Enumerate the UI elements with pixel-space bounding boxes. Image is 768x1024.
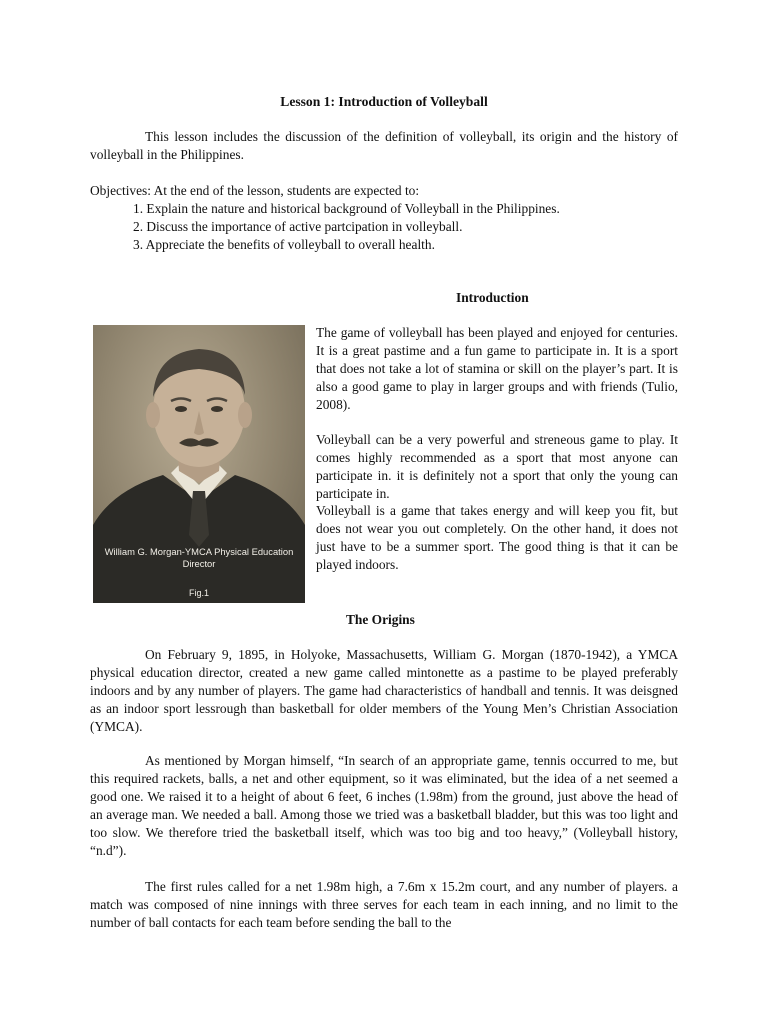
introduction-paragraph-2: Volleyball can be a very powerful and streneous game to play. It comes highly recommended as a sport that most anyone can participate in. it is definitely not a sport that only the young can participate in.	[316, 432, 678, 501]
introduction-heading: Introduction	[456, 290, 529, 305]
lesson-intro-paragraph: This lesson includes the discussion of the definition of volleyball, its origin and the history of volleyball in the Philippines.	[90, 129, 678, 162]
morgan-portrait-image	[93, 325, 305, 603]
objectives-heading: Objectives: At the end of the lesson, students are expected to:	[90, 183, 420, 198]
introduction-paragraph-1: The game of volleyball has been played and enjoyed for centuries. It is a great pastime and a fun game to participate in. It is a sport that does not take a lot of stamina or skill on the player’s part. It is also a good game to play in larger groups and with friends (Tulio, 2008).	[316, 325, 678, 412]
origins-paragraph-3: The first rules called for a net 1.98m high, a 7.6m x 15.2m court, and any number of players. a match was composed of nine innings with three serves for each team in each inning, and no limit to the number of ball contacts for each team before sending the ball to the	[90, 879, 678, 930]
figure-label: Fig.1	[188, 588, 209, 598]
introduction-paragraph-3: Volleyball is a game that takes energy and will keep you fit, but does not wear you out completely. On the other hand, it does not just have to be a summer sport. The good thing is that it can be played indoors.	[316, 503, 678, 572]
objective-item: 3. Appreciate the benefits of volleyball to overall health.	[133, 237, 435, 252]
origins-paragraph-1: On February 9, 1895, in Holyoke, Massachusetts, William G. Morgan (1870-1942), a YMCA physical education director, created a new game called mintonette as a pastime to be played preferably indoors and by any number of players. The game had characteristics of handball and tennis. It was deisgned as an indoor sport lessrough than basketball for older members of the Young Men’s Christian Association (YMCA).	[90, 647, 678, 734]
photo-caption: William G. Morgan-YMCA Physical Education Director	[104, 546, 294, 569]
objectives-list	[90, 200, 560, 254]
origins-paragraph-2: As mentioned by Morgan himself, “In search of an appropriate game, tennis occurred to me, but this required rackets, balls, a net and other equipment, so it was eliminated, but the idea of a net seemed a good one. We raised it to a height of about 6 feet, 6 inches (1.98m) from the ground, just above the head of an average man. We needed a ball. Among those we tried was a basketball bladder, but this was too light and too slow. We therefore tried the basketball itself, which was too big and too heavy,” (Volleyball history, “n.d”).	[90, 753, 678, 858]
objective-item: 1. Explain the nature and historical background of Volleyball in the Philippines.	[133, 201, 560, 216]
objective-item: 2. Discuss the importance of active partcipation in volleyball.	[133, 219, 463, 234]
origins-heading: The Origins	[346, 612, 415, 627]
lesson-title: Lesson 1: Introduction of Volleyball	[280, 94, 488, 109]
